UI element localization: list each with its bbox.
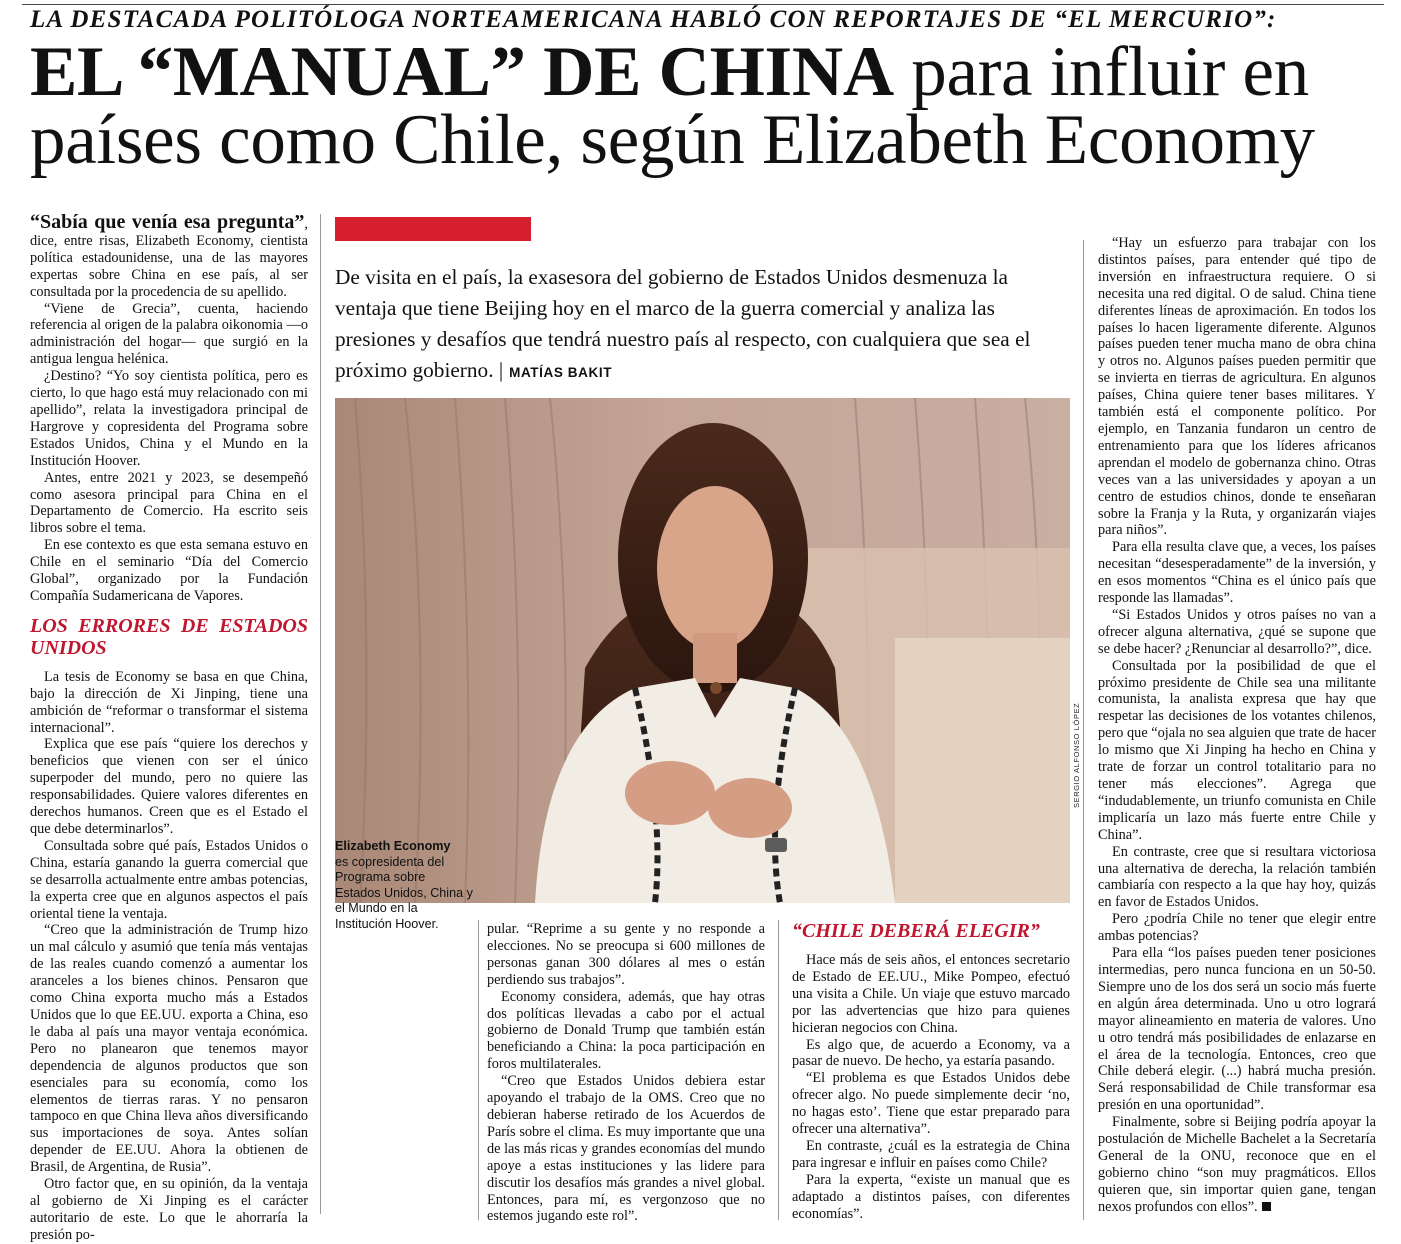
paragraph: “Creo que la administración de Trump hizo un mal cálculo y asumió que tenía más ventajas de las reales cuando comenzó a aumentar los aranceles a los bienes chinos. Pensaron que como China exporta mucho más a Estados Unidos que lo que EE.UU. exporta a China, eso le daba al país una mayor ventaja económica. Pero no planearon que tenemos mayor dependencia de algunos productos que son esenciales para su economía, como los elementos de tierras raras. Y no pensaron tampoco en que China lleva años diversificando sus importaciones de soya. Antes solían depender de EE.UU. Ahora la obtienen de Brasil, de Argentina, de Rusia”.: [30, 922, 308, 1176]
paragraph: “Creo que Estados Unidos debiera estar apoyando el trabajo de la OMS. Creo que no debieran haberse retirado de los Acuerdos de París sobre el clima. Es muy importante que una de las más ricas y grandes economías del mundo apoye a estas instituciones y las lidere para discutir los desafíos más grandes a nivel global. Entonces, para mí, es vergonzoso que no estemos jugando este rol”.: [487, 1073, 765, 1225]
paragraph: “Viene de Grecia”, cuenta, haciendo referencia al origen de la palabra oikonomia —o administración del hogar— que surgió en la antigua lengua helénica.: [30, 300, 308, 368]
article-column-3: [792, 918, 1070, 1223]
paragraph: “Hay un esfuerzo para trabajar con los distintos países, para entender qué tipo de inversión en infraestructura requiere. O si necesita una red digital. O de salud. China tiene diferentes líneas de aproximación. En todos los países lo hacen ligeramente diferente. Algunos países pueden tener mucha mano de obra china y otros no. Algunos países pueden permitir que se invierta en tierras de agricultura. En algunos países, China quiere tener bases militares. Y también está el componente político. Por ejemplo, en Tanzania fundaron un centro de entrenamiento para que los líderes africanos aprendan el modelo de gobernanza chino. Otras veces van a las universidades y apoyan a un centro de estudios chinos, donde te enseñaran sobre la Franja y la Ruta, y organizarán viajes para niños”.: [1098, 235, 1376, 539]
lead-quote: “Sabía que venía esa pregunta”: [30, 211, 305, 233]
deck-text: De visita en el país, la exasesora del gobierno de Estados Unidos desmenuza la ventaja que tiene Beijing hoy en el marco de la guerra comercial y analiza las presiones y desafíos que tendrá nuestro país al respecto, con cualquiera que sea el próximo gobierno. |: [335, 265, 1031, 382]
end-mark-icon: [1262, 1202, 1271, 1211]
paragraph: En ese contexto es que esta semana estuvo en Chile en el seminario “Día del Comercio Global”, organizado por la Fundación Compañía Sudamericana de Vapores.: [30, 537, 308, 604]
paragraph: Consultada por la posibilidad de que el próximo presidente de Chile sea una militante comunista, la analista expresa que hay que respetar las decisiones de los votantes chilenos, pero que “ojala no sea alguien que trate de hacer lo mismo que Xi Jinping ha hecho en China y trate de forzar un control totalitario para no tener más elecciones”. Agrega que “indudablemente, un triunfo comunista en Chile implicaría un lazo más fuerte entre Chile y China”.: [1098, 657, 1376, 843]
caption-text: es copresidenta del Programa sobre Estados Unidos, China y el Mundo en la Institución Hoover.: [335, 854, 473, 931]
caption-name: Elizabeth Economy: [335, 839, 451, 853]
paragraph: La tesis de Economy se basa en que China, bajo la dirección de Xi Jinping, tiene una ambición de “reformar o transformar el sistema internacional”.: [30, 668, 308, 736]
article-column-4: [1098, 235, 1376, 1216]
paragraph: pular. “Reprime a su gente y no responde a elecciones. No se preocupa si 600 millones de personas ganan 300 dólares al mes o están perdiendo sus trabajos”.: [487, 921, 765, 988]
paragraph: Es algo que, de acuerdo a Economy, va a pasar de nuevo. De hecho, ya estaría pasando.: [792, 1036, 1070, 1070]
photo-caption: [335, 839, 473, 932]
paragraph: Pero ¿podría Chile no tener que elegir entre ambas potencias?: [1098, 911, 1376, 945]
headline-line-1: [30, 33, 1395, 111]
lead-text: , dice, entre risas, Elizabeth Economy, cientista política estadounidense, una de las mayores expertas sobre China en ese país, al ser consultada por la procedencia de su apellido.: [30, 216, 308, 300]
red-accent-bar: [335, 217, 531, 241]
paragraph: Consultada sobre qué país, Estados Unidos o China, estaría ganando la guerra comercial que se desarrolla actualmente entre ambas potencias, la experta cree que en algunos aspectos el país oriental tiene la ventaja.: [30, 837, 308, 922]
article-column-1: [30, 211, 308, 1244]
paragraph: Para la experta, “existe un manual que es adaptado a distintos países, con diferentes economías”.: [792, 1171, 1070, 1222]
article-photo: [335, 398, 1070, 903]
subhead-errores: LOS ERRORES DE ESTADOS UNIDOS: [30, 614, 308, 659]
photo-credit: SERGIO ALFONSO LÓPEZ: [1072, 702, 1081, 808]
paragraph: Antes, entre 2021 y 2023, se desempeñó como asesora principal para China en el Departamento de Comercio. Ha escrito seis libros sobre el tema.: [30, 469, 308, 537]
paragraph: ¿Destino? “Yo soy cientista política, pero es cierto, lo que hago está muy relacionado con mi apellido”, relata la investigadora principal de Hargrove y copresidenta del Programa sobre Estados Unidos, China y el Mundo en la Institución Hoover.: [30, 368, 308, 469]
paragraph: Para ella “los países pueden tener posiciones intermedias, pero nunca funciona en un 50-50. Siempre uno de los dos será un socio más fuerte en algún área determinada. Uno u otro logrará mayor alineamiento en materia de valores. Uno u otro tendrá más posibilidades de enlazarse en el área de la tecnología. Entonces, creo que Chile deberá elegir. (...) habrá mucha presión. Será responsabilidad de Chile transformar esa presión en una oportunidad”.: [1098, 945, 1376, 1114]
column-rule: [320, 214, 321, 1214]
column-rule: [1083, 240, 1084, 1220]
paragraph: Explica que ese país “quiere los derechos y beneficios que vienen con ser el único superpoder del mundo, pero no quiere las responsabilidades. Quiere valores diferentes en derechos humanos. Creen que es el Estado el que debe determinarlos”.: [30, 736, 308, 837]
paragraph: En contraste, ¿cuál es la estrategia de China para ingresar e influir en países como Chile?: [792, 1137, 1070, 1171]
headline: [30, 33, 1395, 179]
paragraph: Hace más de seis años, el entonces secretario de Estado de EE.UU., Mike Pompeo, efectuó una visita a Chile. Un viaje que estuvo marcado por las advertencias que hizo para quienes hicieran negocios con China.: [792, 952, 1070, 1036]
deck: [335, 262, 1045, 388]
headline-bold: EL “MANUAL” DE CHINA: [30, 33, 894, 111]
paragraph: Economy considera, además, que hay otras dos políticas llevadas a cabo por el actual gobierno de Donald Trump que también están beneficiando a China: la poca participación en foros multilaterales.: [487, 988, 765, 1073]
headline-rest: para influir en: [893, 33, 1309, 111]
paragraph: “Si Estados Unidos y otros países no van a ofrecer alguna alternativa, ¿qué se supone que se debe hacer? ¿Renunciar al desarrollo?”, dice.: [1098, 606, 1376, 657]
subhead-chile: “CHILE DEBERÁ ELEGIR”: [792, 920, 1040, 942]
portrait-illustration: [335, 398, 1070, 903]
column-rule: [478, 920, 479, 1220]
paragraph: Para ella resulta clave que, a veces, los países necesitan “desesperadamente” de la inversión, y en esos momentos “China es el único país que responde las llamadas”.: [1098, 539, 1376, 607]
article-column-2: [487, 921, 765, 1225]
kicker: LA DESTACADA POLITÓLOGA NORTEAMERICANA HABLÓ CON REPORTAJES DE “EL MERCURIO”:: [30, 6, 1277, 33]
paragraph: En contraste, cree que si resultara victoriosa una alternativa de derecha, la relación también cambiaría con respecto a la que hay hoy, quizás en favor de Estados Unidos.: [1098, 843, 1376, 911]
paragraph: Otro factor que, en su opinión, da la ventaja al gobierno de Xi Jinping es el carácter autoritario de este. Lo que le ahorraría la presión po-: [30, 1176, 308, 1243]
byline: MATÍAS BAKIT: [509, 365, 613, 380]
paragraph: [1098, 1114, 1376, 1215]
paragraph: “El problema es que Estados Unidos debe ofrecer algo. No puede simplemente decir ‘no, no hagas esto’. Tiene que estar preparado para ofrecer una alternativa”.: [792, 1070, 1070, 1138]
top-rule: [22, 4, 1384, 5]
lead-paragraph: [30, 211, 308, 301]
column-rule: [778, 920, 779, 1220]
headline-line-2: países como Chile, según Elizabeth Economy: [30, 101, 1315, 179]
final-paragraph-text: Finalmente, sobre si Beijing podría apoyar la postulación de Michelle Bachelet a la Secretaría General de la ONU, reconoce que en el gobierno chino “son muy pragmáticos. Ellos quieren que, sin importar quien gane, tengan nexos profundos con ellos”.: [1098, 1114, 1376, 1215]
